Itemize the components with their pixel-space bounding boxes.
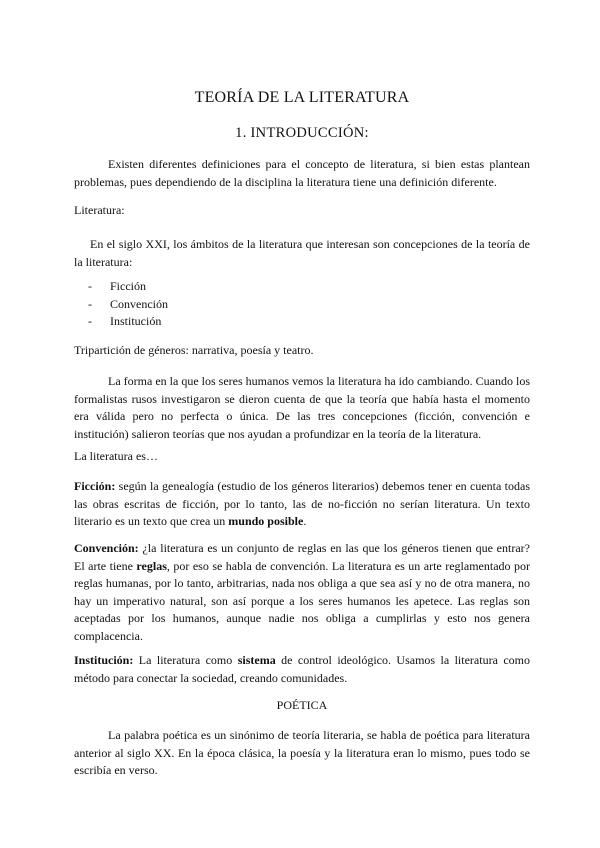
list-item-label: Ficción xyxy=(110,279,146,293)
convencion-text-end: , por eso se habla de convención. La literatura es un arte reglamentado por reglas humanas, por lo tanto, arbitrarias, nada nos obliga a que sea así y no de otra manera, no hay un imperativo natural, son así porque a los seres humanos les apetece. Las reglas son aceptadas por los humanos, aunque nadie nos obliga a cumplirlas y esto nos genera complacencia. xyxy=(74,558,530,643)
institucion-paragraph xyxy=(74,652,530,687)
institucion-bold: sistema xyxy=(237,653,276,667)
convencion-bold: reglas xyxy=(136,558,167,573)
ficcion-text: según la genealogía (estudio de los géneros literarios) debemos tener en cuenta todas las obras escritas de ficción, por lo tanto, las de no-ficción no serían literatura. Un texto literario es un texto que crea un xyxy=(74,479,530,529)
literatura-es-label: La literatura es… xyxy=(74,449,158,463)
ficcion-label: Ficción: xyxy=(74,479,116,493)
list-item-label: Institución xyxy=(110,314,162,328)
siglo-paragraph: En el siglo XXI, los ámbitos de la literatura que interesan son concepciones de la teoría de la literatura: xyxy=(74,237,530,269)
convencion-label: Convención: xyxy=(74,541,139,555)
convencion-text: ¿la literatura es un conjunto de reglas en las que los géneros tienen que entrar? El arte tiene xyxy=(74,541,530,573)
ficcion-paragraph xyxy=(74,478,530,531)
poetica-paragraph: La palabra poética es un sinónimo de teoría literaria, se habla de poética para literatura anterior al siglo XX. En la época clásica, la poesía y la literatura eran lo mismo, pues todo se escribía en verso. xyxy=(74,728,530,778)
ficcion-bold: mundo posible xyxy=(228,514,304,529)
list-dash: - xyxy=(88,296,92,311)
list-item xyxy=(88,313,168,331)
concepts-list xyxy=(88,278,168,331)
document-title: TEORÍA DE LA LITERATURA xyxy=(194,89,410,106)
section-heading: 1. INTRODUCCIÓN: xyxy=(235,125,369,141)
list-item xyxy=(88,296,168,314)
list-dash: - xyxy=(88,314,92,328)
triparticion-paragraph: Tripartición de géneros: narrativa, poesía y teatro. xyxy=(74,343,314,357)
list-item-label: Convención xyxy=(110,296,168,311)
list-item xyxy=(88,278,168,296)
forma-paragraph: La forma en la que los seres humanos vemos la literatura ha ido cambiando. Cuando los formalistas rusos investigaron se dieron cuenta de que la teoría que había hasta el momento era válida pero no perfecta o única. De las tres concepciones (ficción, convención e institución) salieron teorías que nos ayudan a profundizar en la teoría de la literatura. xyxy=(74,374,530,441)
institucion-label: Institución: xyxy=(74,653,134,667)
convencion-paragraph xyxy=(74,540,530,646)
institucion-text: La literatura como xyxy=(133,653,238,667)
institucion-text-end: de control ideológico. Usamos la literatura como método para conectar la sociedad, creando comunidades. xyxy=(74,653,530,685)
literatura-label: Literatura: xyxy=(74,203,125,217)
ficcion-text-end: . xyxy=(303,514,307,529)
intro-paragraph: Existen diferentes definiciones para el concepto de literatura, si bien estas plantean problemas, pues dependiendo de la disciplina la literatura tiene una definición diferente. xyxy=(74,157,530,189)
poetica-heading: POÉTICA xyxy=(276,698,328,712)
list-dash: - xyxy=(88,279,92,293)
